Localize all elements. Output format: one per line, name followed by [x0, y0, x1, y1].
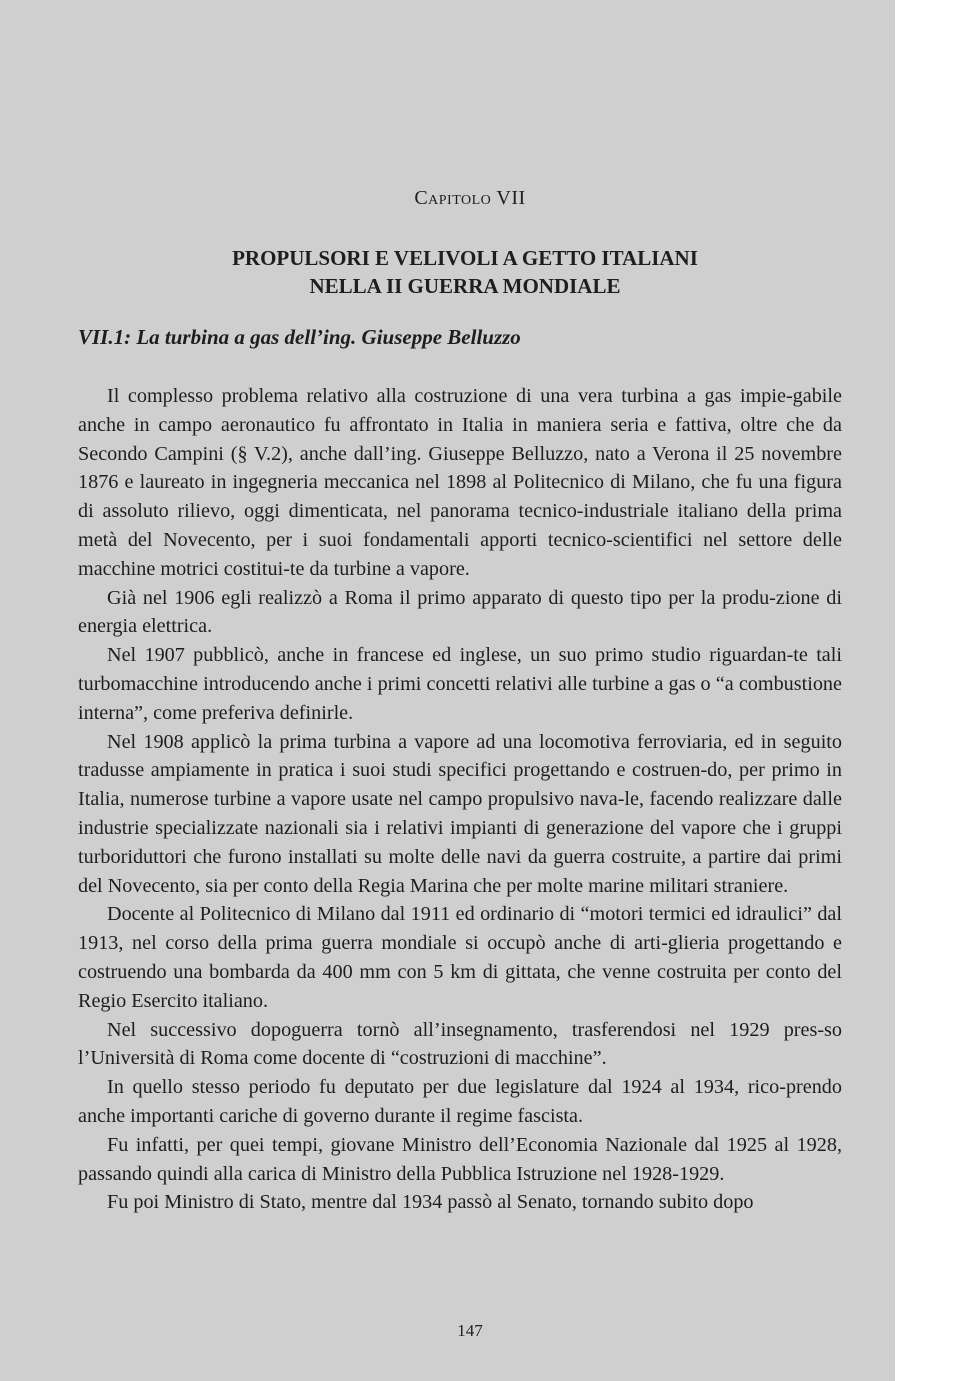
chapter-title-line-1: PROPULSORI E VELIVOLI A GETTO ITALIANI — [232, 246, 698, 270]
chapter-title — [150, 244, 780, 300]
body-text — [78, 382, 842, 1217]
paragraph: Nel successivo dopoguerra tornò all’insegnamento, trasferendosi nel 1929 pres-so l’Università di Roma come docente di “costruzioni di macchine”. — [78, 1018, 842, 1070]
paragraph: Fu infatti, per quei tempi, giovane Ministro dell’Economia Nazionale dal 1925 al 1928, passando quindi alla carica di Ministro della Pubblica Istruzione nel 1928-1929. — [78, 1133, 842, 1185]
paragraph: Nel 1907 pubblicò, anche in francese ed inglese, un suo primo studio riguardan-te tali turbomacchine introducendo anche i primi concetti relativi alle turbine a gas o “a combustione interna”, come preferiva definirle. — [78, 644, 842, 724]
paragraph: Già nel 1906 egli realizzò a Roma il primo apparato di questo tipo per la produ-zione di energia elettrica. — [78, 586, 842, 638]
paragraph: Nel 1908 applicò la prima turbina a vapore ad una locomotiva ferroviaria, ed in seguito tradusse ampiamente in pratica i suoi studi specifici progettando e costruen-do, per primo in Italia, numerose turbine a vapore usate nel campo propulsivo nava-le, facendo realizzare dalle industrie specializzate nazionali sia i relativi impianti di generazione del vapore che i gruppi turboriduttori che furono installati su molte delle navi da guerra costruite, a partire dai primi del Novecento, sia per conto della Regia Marina che per molte marine militari straniere. — [78, 730, 842, 897]
paragraph: Il complesso problema relativo alla costruzione di una vera turbina a gas impie-gabile anche in campo aeronautico fu affrontato in Italia in maniera seria e fattiva, oltre che da Secondo Campini (§ V.2), anche dall’ing. Giuseppe Belluzzo, nato a Verona il 25 novembre 1876 e laureato in ingegneria meccanica nel 1898 al Politecnico di Milano, che fu una figura di assoluto rilievo, oggi dimenticata, nel panorama tecnico-industriale italiano della prima metà del Novecento, per i suoi fondamentali apporti tecnico-scientifici nel settore delle macchine motrici costitui-te da turbine a vapore. — [78, 385, 842, 580]
page-number: 147 — [457, 1321, 483, 1340]
paragraph: In quello stesso periodo fu deputato per due legislature dal 1924 al 1934, rico-prendo anche importanti cariche di governo durante il regime fascista. — [78, 1076, 842, 1127]
section-heading: VII.1: La turbina a gas dell’ing. Giuseppe Belluzzo — [78, 325, 521, 349]
chapter-label: Capitolo VII — [414, 187, 526, 209]
paragraph: Docente al Politecnico di Milano dal 1911 ed ordinario di “motori termici ed idraulici” dal 1913, nel corso della prima guerra mondiale si occupò anche di arti-glieria progettando e costruendo una bombarda da 400 mm con 5 km di gittata, che venne costruita per conto del Regio Esercito italiano. — [78, 903, 842, 1012]
chapter-title-line-2: NELLA II GUERRA MONDIALE — [309, 274, 621, 298]
paragraph: Fu poi Ministro di Stato, mentre dal 1934 passò al Senato, tornando subito dopo — [107, 1191, 754, 1214]
